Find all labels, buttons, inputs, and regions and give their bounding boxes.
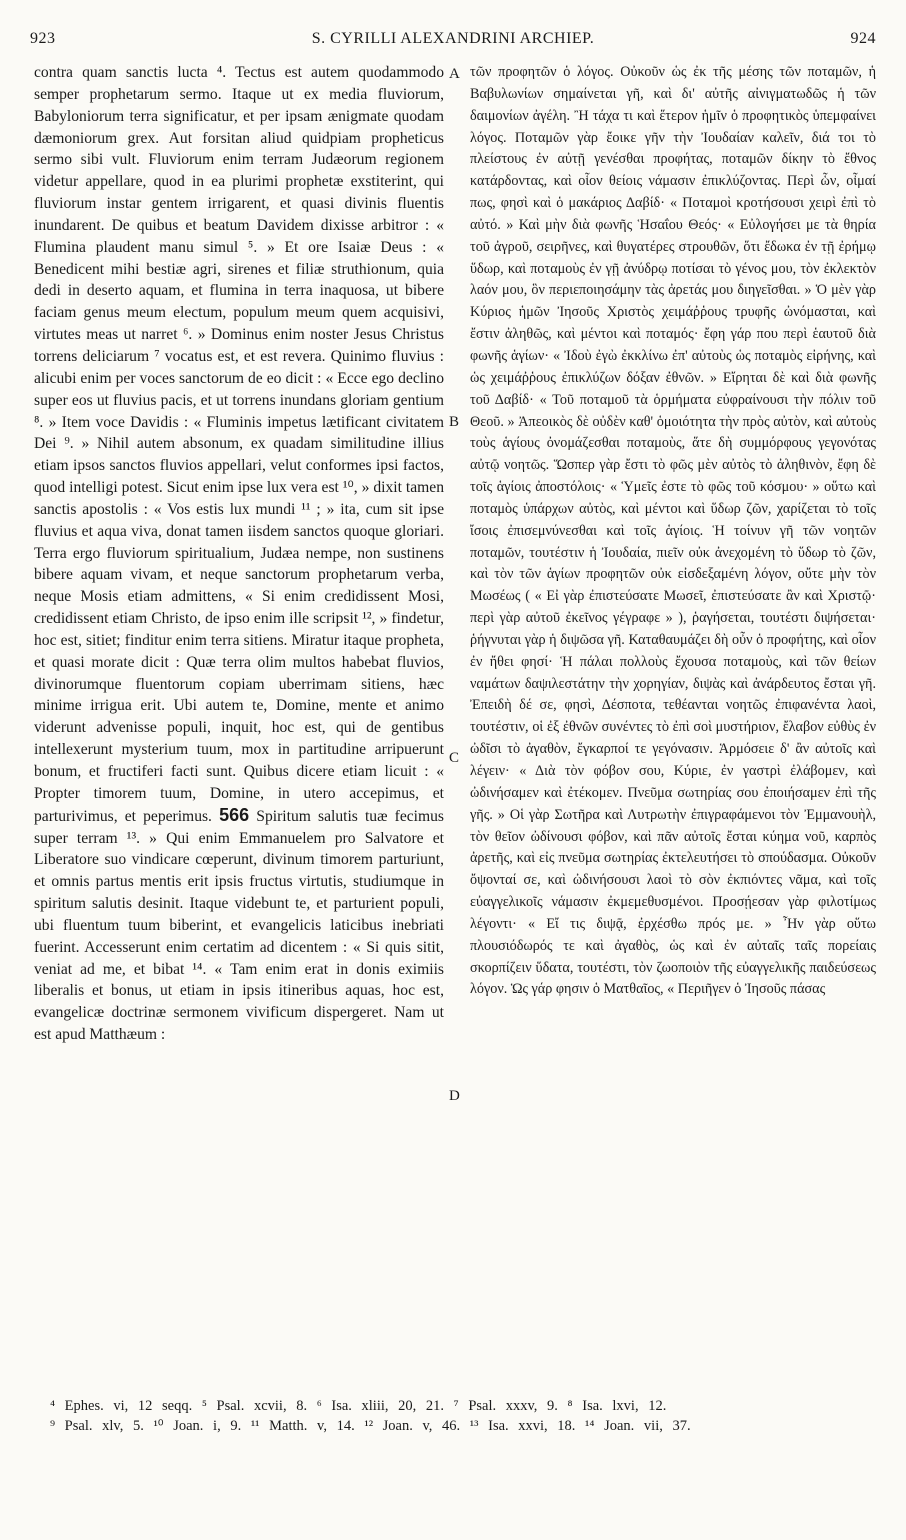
page-number-right: 924 — [850, 30, 876, 47]
page-number-left: 923 — [30, 30, 56, 47]
footnote-line-1: ⁴ Ephes. vi, 12 seqq. ⁵ Psal. xcvii, 8. ⁶ Isa. xliii, 20, 21. ⁷ Psal. xxxv, 9. ⁸ Isa. lxvi, 12. — [50, 1398, 667, 1414]
latin-column — [34, 62, 444, 1142]
greek-column — [470, 62, 876, 1142]
margin-letter-c: C — [449, 750, 460, 766]
latin-text-part1: contra quam sanctis lucta ⁴. Tectus est autem quodammodo semper prophetarum sermo. Itaque ut ex media fluviorum, Babyloniorum terra significatur, et per ipsam ænigmate quodam dæmoniorum grex. Aut forsitan aliud quidpiam propheticus sermo sibi vult. Fluviorum enim terram Judæorum regionem videtur appellare, quod in ea plurimi prophetæ exstiterint, qui fluviorum instar gentem irrigarent, et quasi divinis fluentis inundarent. De quibus et beatum Davidem dixisse arbitror : « Flumina plaudent manu simul ⁵. » Et ore Isaiæ Deus : « Benedicent mihi bestiæ agri, sirenes et filiæ struthionum, quia dedi in deserto aquam, et flumina in terra inaquosa, ut bibere faciam genus meum electum, populum meum quem acquisivi, virtutes meas ut narret ⁶. » Dominus enim noster Jesus Christus torrens deliciarum ⁷ vocatus est, et est revera. Quinimo fluvius : alicubi enim per voces sanctorum de eo dicit : « Ecce ego declino super eos ut fluvius pacis, et ut torrens inundans gloriam gentium ⁸. » Item voce Davidis : « Fluminis impetus lætificant civitatem Dei ⁹. » Nihil autem absonum, ex quadam similitudine illius etiam ipsos sanctos fluvios appellari, velut conformes ipsi factos, quod intelligi potest. Sicut enim ipse lux vera est ¹⁰, » dixit tamen sanctis apostolis : « Vos estis lux mundi ¹¹ ; » ita, cum sit ipse fluvius et aqua viva, donat tamen iisdem sanctos quoque gloriari. Terra ergo fluviorum spiritualium, Judæa nempe, non sustinens bibere aquam vivam, et neque sanctorum prophetarum verba, neque Mosis etiam admittens, « Si enim credidissent Mosi, credidissent etiam Christo, de ipso enim ille scripsit ¹², » findetur, hoc est, sitiet; finditur enim terra sitiens. Miratur itaque propheta, et quasi morate dicit : Quæ terra olim multos habebat fluvios, divinorumque fluentorum copiam uberrimam sitiens, hæc minime irrigua erit. Ubi autem te, Domine, mente et animo viderunt advenisse populi, inquit, hoc est, qui de gentibus intellexerunt mysterium tuum, mox in partitudine arripuerunt bonum, et fructiferi facti sunt. Quibus dicere etiam licuit : « Propter timorem tuum, Domine, in utero accepimus, et parturivimus, et peperimus. — [34, 64, 444, 825]
margin-letter-b: B — [449, 414, 460, 430]
page-marker: 566 — [219, 804, 250, 825]
margin-letter-a: A — [449, 66, 460, 82]
margin-letter-d: D — [449, 1088, 460, 1104]
page-header — [30, 30, 876, 54]
latin-text-part2: Spiritum salutis tuæ fecimus super terram ¹³. » Qui enim Emmanuelem pro Salvatore et Liberatore suo vindicare cœperunt, divinum timorem parturiunt, et omnis partus mentis erit ipsis fructus virtutis, studiumque in spiritum salutis desinit. Itaque videbunt te, et parturient populi, ubi fluentum tuum biberint, et evangelicis laticibus inebriati fuerint. Accesserunt enim certatim ad dicentem : « Si quis sitit, veniat ad me, et bibat ¹⁴. « Tam enim erat in donis eximiis liberalis et bonus, ut etiam in ipsis itineribus aquas, hoc est, evangelicæ doctrinæ sermonem vivificum dispergeret. Nam ut est apud Matthæum : — [34, 807, 444, 1044]
latin-text — [34, 62, 444, 1046]
running-title: S. CYRILLI ALEXANDRINI ARCHIEP. — [311, 30, 595, 47]
footnotes — [50, 1396, 876, 1436]
greek-text: τῶν προφητῶν ὁ λόγος. Οὐκοῦν ὡς ἐκ τῆς μέσης τῶν ποταμῶν, ἡ Βαβυλωνίων σημαίνεται γῆ, καὶ δι' αὐτῆς αἰνιγματωδῶς ἡ τῶν δαιμονίων ἀγέλη. Ἢ τάχα τι καὶ ἕτερον ἡμῖν ὁ προφητικὸς ὑπεμφαίνει λόγος. Ποταμῶν γὰρ ἔοικε γῆν τὴν Ἰουδαίαν καλεῖν, διά τοι τὸ πλείστους ἐν αὐτῇ γενέσθαι προφήτας, ποταμῶν δίκην τὸ ἔθνος κατάρδοντας, καὶ οἷον θείοις νάμασιν ἐπικλύζοντας. Περὶ ὧν, οἶμαί πως, φησὶ καὶ ὁ μακάριος Δαβίδ· « Ποταμοὶ κροτήσουσι χειρὶ ἐπὶ τὸ αὐτό. » Καὶ μὴν διὰ φωνῆς Ἡσαΐου Θεός· « Εὐλογήσει με τὰ θηρία τοῦ ἀγροῦ, σειρῆνες, καὶ θυγατέρες στρουθῶν, ὅτι ἔδωκα ἐν τῇ ἐρήμῳ ὕδωρ, καὶ ποταμοὺς ἐν γῇ ἀνύδρῳ ποτίσαι τὸ γένος μου, τὸν ἐκλεκτὸν λαόν μου, ὃν περιεποιησάμην τὰς ἀρετάς μου διηγεῖσθαι. » Ὁ μὲν γὰρ Κύριος ἡμῶν Ἰησοῦς Χριστὸς χειμάῤῥους τρυφῆς ὠνόμασται, καὶ ἔστιν ἀληθῶς, καὶ μέντοι καὶ ποταμός· ἔφη γάρ που περὶ ἑαυτοῦ διὰ φωνῆς ἁγίων· « Ἰδοὺ ἐγὼ ἐκκλίνω ἐπ' αὐτοὺς ὡς ποταμὸς εἰρήνης, καὶ ὡς χειμάῤῥους ἐπικλύζων δόξαν ἐθνῶν. » Εἴρηται δὲ καὶ διὰ φωνῆς τοῦ Δαβίδ· « Τοῦ ποταμοῦ τὰ ὁρμήματα εὐφραίνουσι τὴν πόλιν τοῦ Θεοῦ. » Ἀπεοικὸς δὲ οὐδὲν καθ' ὁμοιότητα τὴν πρὸς αὐτὸν, καὶ αὐτοὺς τοὺς ἁγίους ὀνομάζεσθαι ποταμοὺς, ἅτε δὴ συμμόρφους γεγονότας αὐτῷ νοητῶς. Ὥσπερ γὰρ ἔστι τὸ φῶς μὲν αὐτὸς τὸ ἀληθινὸν, ἔφη δὲ τοῖς ἁγίοις ἀποστόλοις· « Ὑμεῖς ἐστε τὸ φῶς τοῦ κόσμου· » οὕτω καὶ ποταμὸς ὑπάρχων αὐτὸς, καὶ μέντοι καὶ ὕδωρ ζῶν, χαρίζεται τὸ τοῖς ἴσοις ἐπισεμνύνεσθαι καὶ τοῖς ἁγίοις. Ἡ τοίνυν γῆ τῶν νοητῶν ποταμῶν, τουτέστιν ἡ Ἰουδαία, πιεῖν οὐκ ἀνεχομένη τὸ ὕδωρ τὸ ζῶν, καὶ τὸν τῶν ἁγίων προφητῶν οὐκ εἰσδεξαμένη λόγον, οὔτε μὴν τὸν Μωσέως ( « Εἰ γὰρ ἐπιστεύσατε Μωσεῖ, ἐπιστεύσατε ἂν καὶ Χριστῷ· περὶ γὰρ αὐτοῦ ἐκεῖνος γέγραφε » ), ῥαγήσεται, τουτέστι διψήσεται· ῥήγνυται γὰρ ἡ διψῶσα γῆ. Καταθαυμάζει δὴ οὖν ὁ προφήτης, καὶ οἷον ἐν ἤθει φησί· Ἡ πάλαι πολλοὺς ἔχουσα ποταμοὺς, καὶ τῶν θείων ναμάτων δαψιλεστάτην τὴν χορηγίαν, διψὰς καὶ ἀνάρδευτος ἔσται γῆ. Ἐπειδὴ δέ σε, φησὶ, Δέσποτα, τεθέανται νοητῶς ἐπιφανέντα λαοὶ, τουτέστιν, οἱ ἐξ ἐθνῶν συνέντες τὸ ἐπὶ σοὶ μυστήριον, ἔλαβον εὐθὺς ἐν ὠδῖσι τὸ ἀγαθὸν, ἔγκαρποί τε γεγόνασιν. Ἁρμόσειε δ' ἂν αὐτοῖς καὶ λέγειν· « Διὰ τὸν φόβον σου, Κύριε, ἐν γαστρὶ ἐλάβομεν, καὶ ὠδινήσαμεν καὶ ἐτέκομεν. Πνεῦμα σωτηρίας σου ἐποιήσαμεν ἐπὶ τῆς γῆς. » Οἱ γὰρ Σωτῆρα καὶ Λυτρωτὴν ἐπιγραφάμενοι τὸν Ἐμμανουὴλ, τὸν θεῖον ὠδίνουσι φόβον, καὶ πᾶν αὐτοῖς ἔσται κύημα νοῦ, καρπὸς ἀρετῆς, καὶ εἰς πνεῦμα σωτηρίας ἐκτελευτήσει τὸ σπούδασμα. Οὐκοῦν ὄψονταί σε, καὶ ὠδινήσουσι λαοὶ τὸ σὸν ἐκπιόντες νᾶμα, καὶ τοῖς εὐαγγελικοῖς νάμασιν ἐκμεμεθυσμένοι. Προσῄεσαν γὰρ φιλοτίμως λέγοντι· « Εἴ τις διψᾷ, ἐρχέσθω πρός με. » Ἦν γὰρ οὕτω πλουσιόδωρός τε καὶ ἀγαθὸς, ὡς καὶ ἐν αὐταῖς ταῖς πορείαις σκορπίζειν ὕδατα, τουτέστι, τὸν ζωοποιὸν τῆς εὐαγγελικῆς παιδεύσεως λόγον. Ὡς γάρ φησιν ὁ Ματθαῖος, « Περιῆγεν ὁ Ἰησοῦς πάσας — [470, 64, 876, 998]
footnote-line-2: ⁹ Psal. xlv, 5. ¹⁰ Joan. i, 9. ¹¹ Matth. v, 14. ¹² Joan. v, 46. ¹³ Isa. xxvi, 18. ¹⁴ Joan. vii, 37. — [50, 1418, 691, 1434]
